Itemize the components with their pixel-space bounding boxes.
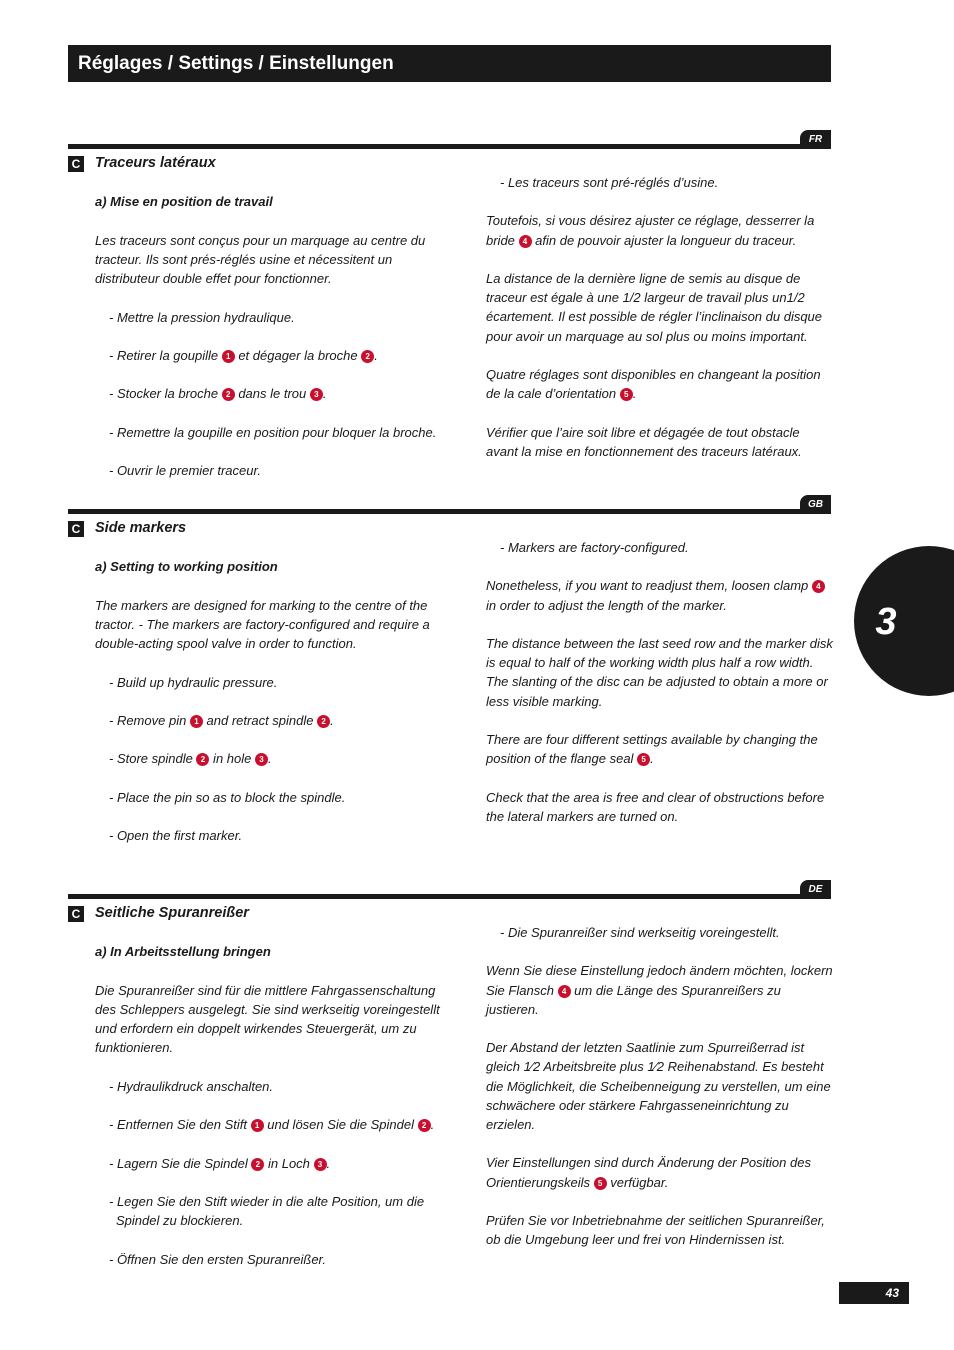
callout-4-icon: 4 [558,985,571,998]
language-tab-fr: FR [800,130,831,149]
callout-5-icon: 5 [620,388,633,401]
step-5: - Öffnen Sie den ersten Spuranreißer. [109,1251,327,1267]
settings-paragraph: Quatre réglages sont disponibles en changeant la position de la cale d’orientation 5 . [486,366,821,402]
callout-2-icon: 2 [196,753,209,766]
language-tab-de: DE [800,880,831,899]
section-subtitle: a) Mise en position de travail [95,194,273,210]
callout-3-icon: 3 [310,388,323,401]
step-1: - Mettre la pression hydraulique. [109,309,295,325]
step-1: - Build up hydraulic pressure. [109,674,278,690]
safety-paragraph: Check that the area is free and clear of obstructions before the lateral markers are turned on. [486,789,825,824]
step-4: - Place the pin so as to block the spindle. [109,789,346,805]
safety-paragraph: Prüfen Sie vor Inbetriebnahme der seitlichen Spuranreißer, ob die Umgebung leer und frei von Hindernissen ist. [486,1212,825,1248]
safety-paragraph: Vérifier que l’aire soit libre et dégagée de tout obstacle avant la mise en fonctionnement des traceurs latéraux. [486,424,802,459]
step-4: - Remettre la goupille en position pour bloquer la broche. [109,424,437,440]
section-subtitle: a) In Arbeitsstellung bringen [95,944,271,960]
language-tab-gb: GB [800,495,831,514]
step-3: - Stocker la broche 2 dans le trou 3 . [109,386,327,402]
step-3: - Lagern Sie die Spindel 2 in Loch 3 . [109,1155,331,1171]
settings-paragraph: Vier Einstellungen sind durch Änderung der Position des Orientierungskeils 5 verfügbar. [486,1155,811,1190]
section-right-column [486,923,834,1269]
step-1: - Hydraulikdruck anschalten. [109,1078,274,1094]
callout-2-icon: 2 [418,1119,431,1132]
distance-paragraph: La distance de la dernière ligne de semis au disque de traceur est égale à une 1/2 largeur de travail plus un1/2 écartement. Il est possible de régler l’inclinaison du disque pour avoir un marquage au sol plus ou moins important. [486,270,823,344]
callout-2-icon: 2 [361,350,374,363]
factory-note: - Die Spuranreißer sind werkseitig voreingestellt. [500,925,780,940]
intro-paragraph: Les traceurs sont conçus pour un marquage au centre du tracteur. Ils sont prés-réglés usine et nécessitent un distributeur double effet pour fonctionner. [95,232,426,287]
section-rule [68,144,831,149]
step-2: - Remove pin 1 and retract spindle 2 . [109,712,334,728]
section-title: Traceurs latéraux [95,155,216,171]
step-3: - Store spindle 2 in hole 3 . [109,751,272,767]
callout-2-icon: 2 [317,715,330,728]
callout-5-icon: 5 [594,1177,607,1190]
chapter-number: 3 [875,601,897,643]
callout-4-icon: 4 [812,580,825,593]
distance-paragraph: The distance between the last seed row and the marker disk is equal to half of the working width plus half a row width. The slanting of the disc can be adjusted to obtain a more or less visible marking. [486,635,833,709]
section-marker: C [68,521,84,537]
settings-paragraph: There are four different settings available by changing the position of the flange seal 5 . [486,731,818,767]
callout-2-icon: 2 [222,388,235,401]
page-header [68,45,831,82]
section-title: Side markers [95,520,187,536]
page-header-title: Réglages / Settings / Einstellungen [78,53,394,74]
callout-1-icon: 1 [190,715,203,728]
callout-4-icon: 4 [519,235,532,248]
section-left-column [95,519,440,865]
intro-paragraph: Die Spuranreißer sind für die mittlere Fahrgassenschaltung des Schleppers ausgelegt. Sie sind werkseitig voreingestellt und erfordern ein doppelt wirkendes Steuergerät, um zu funktionieren. [95,982,440,1056]
section-left-column [95,154,440,500]
callout-1-icon: 1 [251,1119,264,1132]
step-2: - Retirer la goupille 1 et dégager la broche 2 . [109,347,378,363]
section-right-column [486,538,834,845]
section-rule [68,509,831,514]
distance-paragraph: Der Abstand der letzten Saatlinie zum Spurreißerrad ist gleich 1⁄2 Arbeitsbreite plus 1⁄2 Reihenabstand. Es besteht die Möglichkeit, die Scheibenneigung zu verstellen, um eine schwächere oder stärkere Fahrgasseneinrichtung zu erzielen. [486,1040,831,1132]
section-title: Seitliche Spuranreißer [95,905,249,921]
section-rule [68,894,831,899]
callout-1-icon: 1 [222,350,235,363]
section-left-column [95,904,440,1288]
factory-note: - Les traceurs sont pré-réglés d’usine. [500,175,719,190]
section-marker: C [68,906,84,922]
step-4: - Legen Sie den Stift wieder in die alte Position, um die Spindel zu blockieren. [109,1193,425,1229]
section-subtitle: a) Setting to working position [95,559,278,575]
factory-note: - Markers are factory-configured. [500,540,689,555]
callout-3-icon: 3 [314,1158,327,1171]
page-number: 43 [839,1282,909,1304]
callout-3-icon: 3 [255,753,268,766]
intro-paragraph: The markers are designed for marking to the centre of the tractor. - The markers are factory-configured and require a double-acting spool valve in order to function. [95,597,430,652]
callout-2-icon: 2 [251,1158,264,1171]
step-5: - Ouvrir le premier traceur. [109,463,261,479]
adjust-paragraph: Toutefois, si vous désirez ajuster ce réglage, desserrer la bride 4 afin de pouvoir ajuster la longueur du traceur. [486,213,815,248]
step-5: - Open the first marker. [109,828,243,844]
callout-5-icon: 5 [637,753,650,766]
adjust-paragraph: Wenn Sie diese Einstellung jedoch ändern möchten, lockern Sie Flansch 4 um die Länge des Spuranreißers zu justieren. [486,963,833,1017]
adjust-paragraph: Nonetheless, if you want to readjust them, loosen clamp 4 in order to adjust the length of the marker. [486,576,834,614]
step-2: - Entfernen Sie den Stift 1 und lösen Sie die Spindel 2 . [109,1117,435,1133]
section-marker: C [68,156,84,172]
section-right-column [486,173,834,480]
